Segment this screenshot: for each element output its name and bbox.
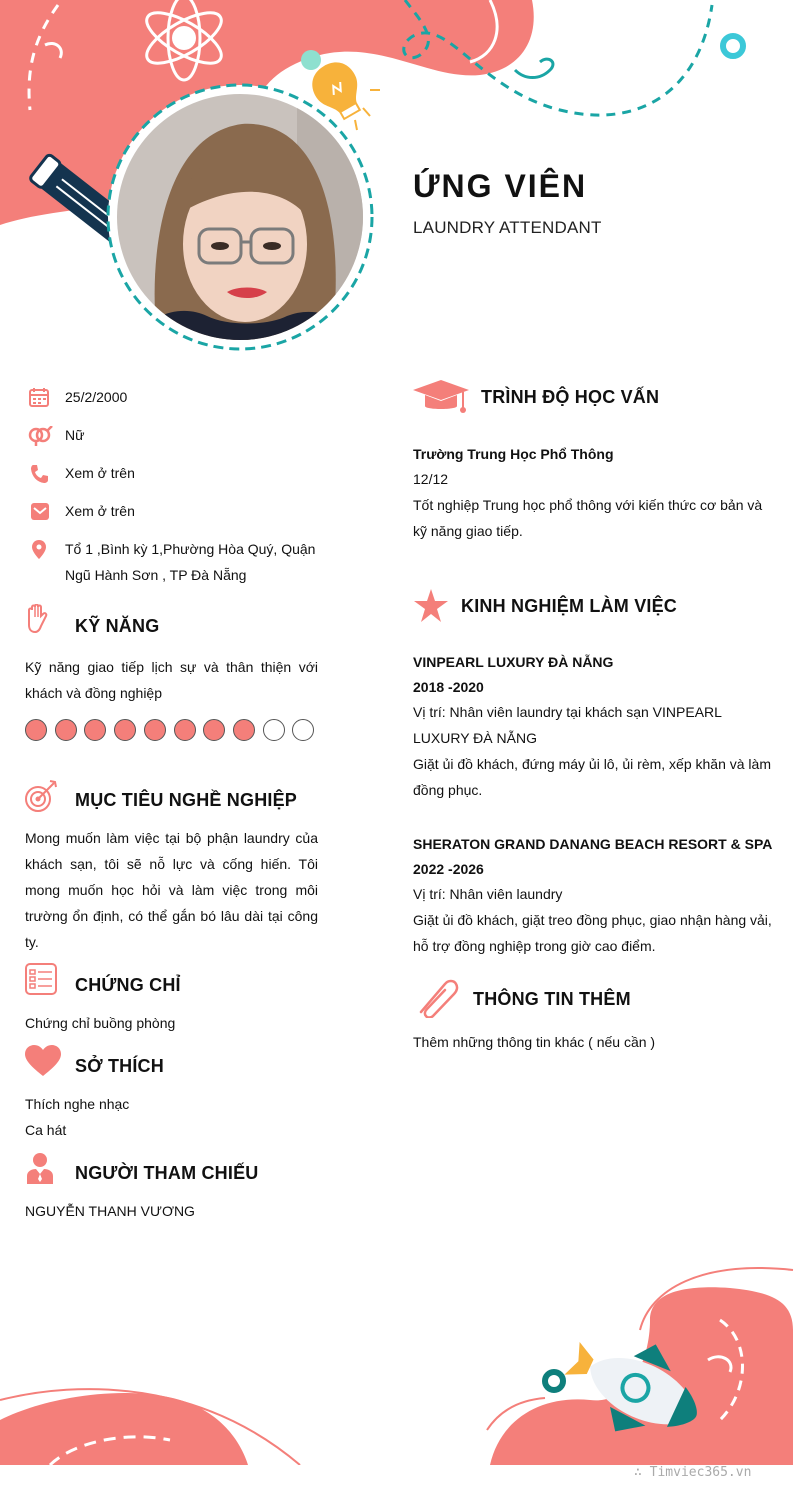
calendar-icon [25, 388, 55, 408]
job-title: LAUNDRY ATTENDANT [413, 218, 602, 237]
teal-ring-top [723, 36, 743, 56]
target-icon [24, 779, 58, 813]
objective-heading: MỤC TIÊU NGHỀ NGHIỆP [75, 790, 298, 810]
job-position: Vị trí: Nhân viên laundry tại khách sạn VINPEARL LUXURY ĐÀ NẴNG [413, 704, 722, 746]
education-school: Trường Trung Học Phổ Thông [413, 446, 614, 462]
extra-text: Thêm những thông tin khác ( nếu cần ) [413, 1034, 656, 1050]
job-company: SHERATON GRAND DANANG BEACH RESORT & SPA [413, 836, 773, 852]
paperclip-icon [415, 978, 459, 1018]
job-period: 2022 -2026 [413, 861, 484, 877]
certificates-text: Chứng chỉ buồng phòng [25, 1015, 176, 1031]
star-icon [414, 589, 448, 623]
email-text: Xem ở trên [65, 503, 135, 519]
certificates-heading: CHỨNG CHỈ [75, 975, 181, 995]
gender-text: Nữ [65, 427, 85, 443]
skills-text: Kỹ năng giao tiếp lịch sự và thân thiện với khách và đồng nghiệp [25, 659, 318, 701]
education-period: 12/12 [413, 471, 449, 487]
teal-ring-bottom [545, 1372, 563, 1390]
hobby-item: Thích nghe nhạc [25, 1096, 130, 1112]
birthday-text: 25/2/2000 [65, 389, 128, 405]
hobbies-heading: SỞ THÍCH [75, 1056, 164, 1076]
phone-text: Xem ở trên [65, 465, 135, 481]
skill-rating-dot [144, 719, 166, 741]
job-description: Giặt ủi đồ khách, đứng máy ủi lô, ủi rèm, xếp khăn và làm đồng phục. [413, 756, 771, 798]
skill-rating-dot [114, 719, 136, 741]
person-icon [25, 1152, 55, 1184]
skills-heading: KỸ NĂNG [75, 616, 160, 636]
references-heading: NGƯỜI THAM CHIẾU [75, 1163, 259, 1183]
skill-rating-dot [263, 719, 285, 741]
email-icon [25, 502, 55, 522]
job-description: Giặt ủi đồ khách, giặt treo đồng phục, giao nhận hàng vải, hỗ trợ đồng nghiệp trong giờ cao điểm. [413, 912, 772, 954]
hobby-item: Ca hát [25, 1122, 67, 1138]
graduation-cap-icon [413, 380, 469, 414]
profile-photo [117, 94, 363, 340]
extra-heading: THÔNG TIN THÊM [473, 989, 631, 1009]
hand-icon [25, 604, 49, 636]
heart-icon [25, 1045, 61, 1077]
candidate-name: ỨNG VIÊN [413, 168, 588, 204]
job-period: 2018 -2020 [413, 679, 484, 695]
job-position: Vị trí: Nhân viên laundry [413, 886, 563, 902]
references-text: NGUYỄN THANH VƯƠNG [25, 1203, 195, 1219]
skill-rating-dot [233, 719, 255, 741]
skill-rating-dot [55, 719, 77, 741]
experience-heading: KINH NGHIỆM LÀM VIỆC [461, 596, 678, 616]
job-company: VINPEARL LUXURY ĐÀ NẴNG [413, 654, 614, 670]
gender-icon [25, 426, 55, 446]
address-text: Tổ 1 ,Bình kỳ 1,Phường Hòa Quý, Quận Ngũ Hành Sơn , TP Đà Nẵng [65, 541, 316, 583]
bottom-left-blob [0, 1393, 248, 1465]
avatar [117, 94, 363, 340]
skill-rating-dot [174, 719, 196, 741]
location-pin-icon [25, 540, 55, 560]
watermark: ∴ Timviec365.vn [634, 1465, 752, 1480]
phone-icon [25, 464, 55, 484]
checklist-icon [25, 963, 57, 995]
education-heading: TRÌNH ĐỘ HỌC VẤN [481, 387, 660, 407]
skill-rating-dot [25, 719, 47, 741]
objective-text: Mong muốn làm việc tại bộ phận laundry của khách sạn, tôi sẽ nỗ lực và cống hiến. Tôi mong muốn học hỏi và làm việc trong môi trường ổn định, có thể gắn bó lâu dài tại công ty. [25, 830, 318, 950]
education-description: Tốt nghiệp Trung học phổ thông với kiến thức cơ bản và kỹ năng giao tiếp. [413, 497, 763, 539]
